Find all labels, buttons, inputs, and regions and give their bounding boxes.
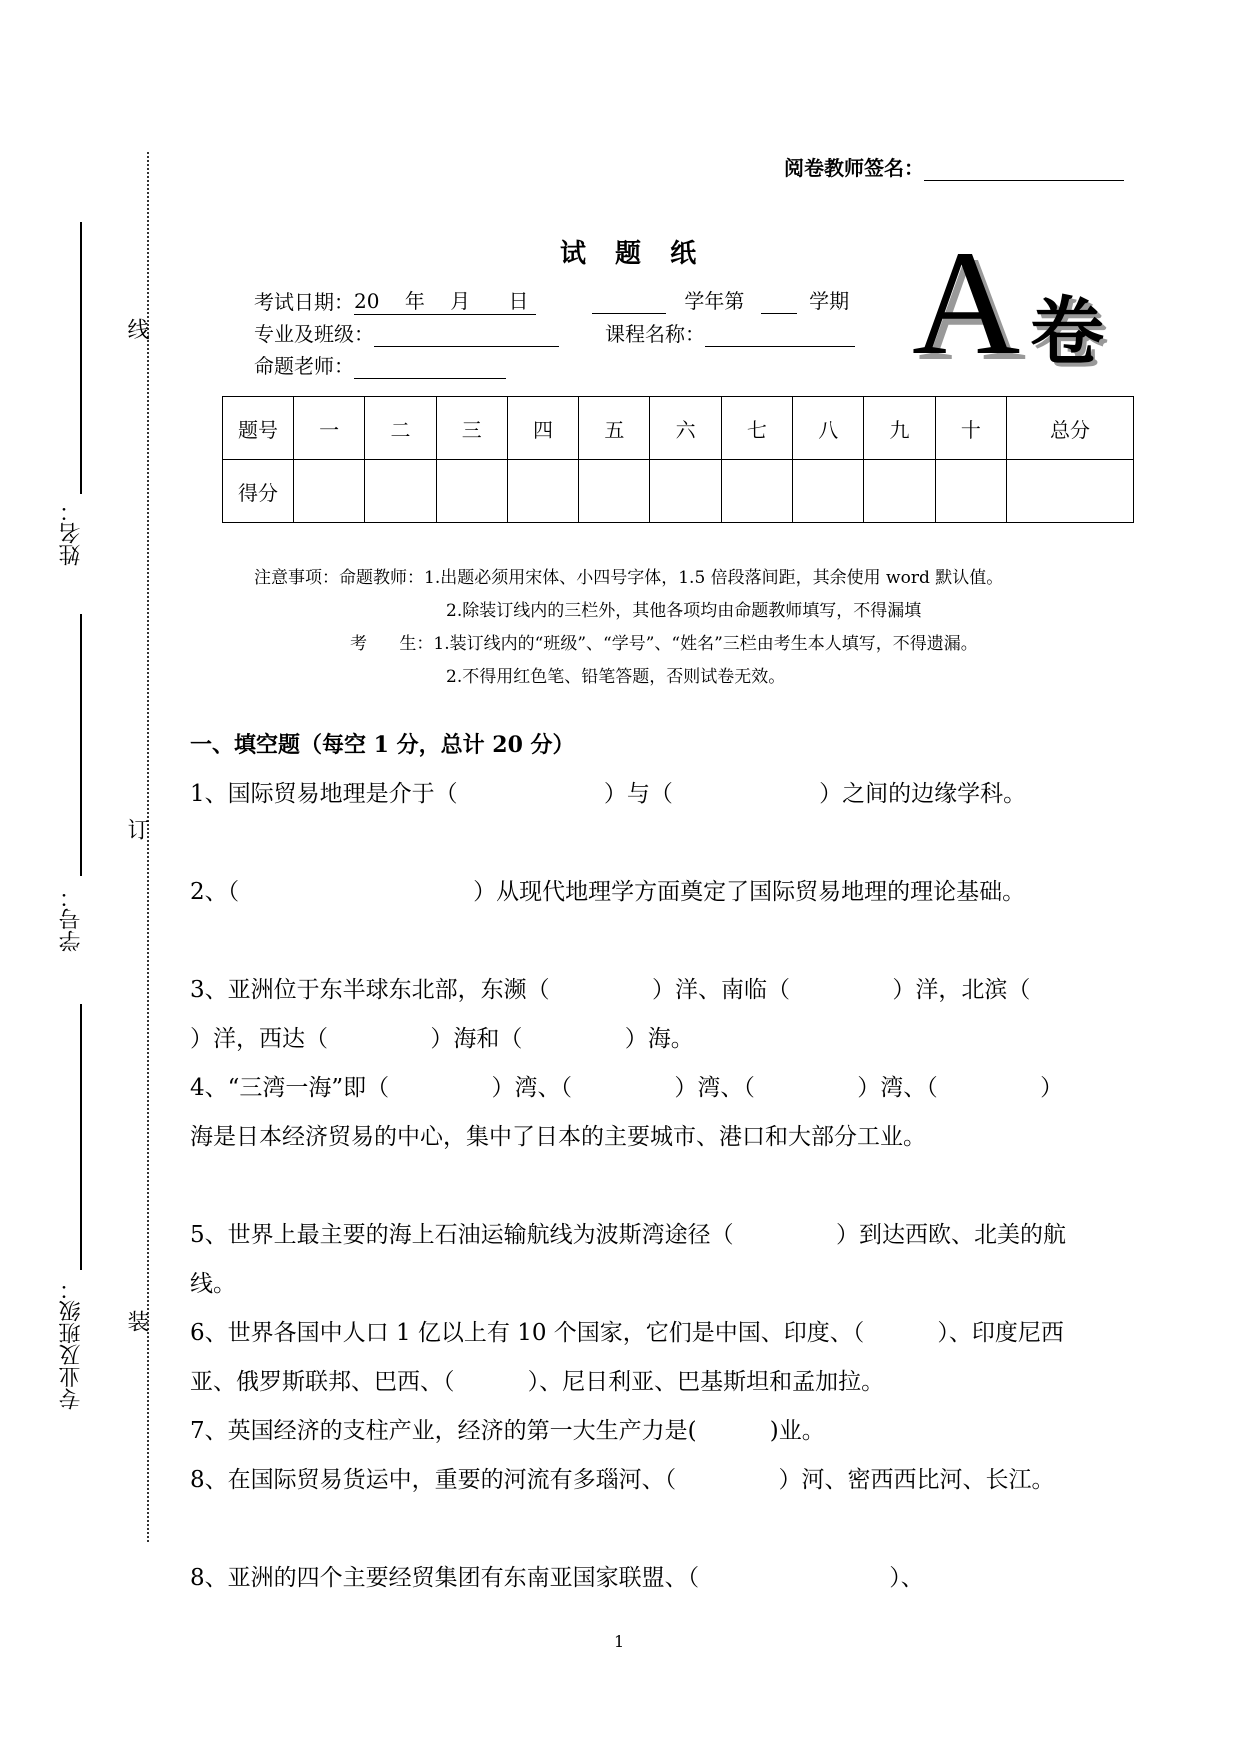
major-class bbox=[254, 318, 559, 347]
question-6: 6、世界各国中人口 1 亿以上有 10 个国家，它们是中国、印度、（ ）、印度尼西亚、俄罗斯联邦、巴西、（ ）、尼日利亚、巴基斯坦和孟加拉。 bbox=[190, 1320, 1064, 1395]
grader-signature-field[interactable] bbox=[924, 158, 1124, 181]
score-table bbox=[222, 396, 1134, 523]
score-cell[interactable] bbox=[864, 460, 935, 523]
question-8: 8、在国际贸易货运中，重要的河流有多瑙河、（ ）河、密西西比河、长江。 bbox=[190, 1467, 1055, 1493]
major-class-binding-label: 专业及班级： bbox=[59, 1278, 84, 1410]
score-cell[interactable] bbox=[365, 460, 436, 523]
page-number: 1 bbox=[614, 1632, 625, 1651]
header-cell: 题号 bbox=[223, 397, 294, 460]
student-id-fill-line[interactable] bbox=[80, 614, 82, 876]
course-name bbox=[605, 318, 855, 347]
note-line-4: 2.不得用红色笔、铅笔答题，否则试卷无效。 bbox=[446, 667, 786, 687]
note-line-3: 考 生：1.装订线内的“班级”、“学号”、“姓名”三栏由考生本人填写，不得遗漏。 bbox=[350, 634, 978, 654]
question-9: 8、亚洲的四个主要经贸集团有东南亚国家联盟、（ ）、 bbox=[190, 1565, 924, 1591]
question-4: 4、“三湾一海”即（ ）湾、（ ）湾、（ ）湾、（ ）海是日本经济贸易的中心，集中了日本的主要城市、港口和大部分工业。 bbox=[190, 1075, 1064, 1150]
paper-letter: A bbox=[912, 220, 1021, 386]
question-5: 5、世界上最主要的海上石油运输航线为波斯湾途径（ ）到达西欧、北美的航线。 bbox=[190, 1222, 1066, 1297]
question-3: 3、亚洲位于东半球东北部，东濒（ ）洋、南临（ ）洋，北滨（ ）洋，西达（ ）海和（ ）海。 bbox=[190, 977, 1133, 1052]
score-cell[interactable] bbox=[1007, 460, 1134, 523]
page-title: 试 题 纸 bbox=[560, 239, 707, 269]
header-cell: 六 bbox=[650, 397, 721, 460]
exam-date-value[interactable]: 20 年 月 日 bbox=[354, 285, 536, 315]
school-year-suffix: 学年第 bbox=[684, 289, 745, 313]
score-row-label: 得分 bbox=[223, 460, 294, 523]
student-id-label: 学号： bbox=[59, 886, 84, 952]
course-name-label: 课程名称： bbox=[605, 322, 705, 346]
header-cell: 八 bbox=[793, 397, 864, 460]
binding-zhuang-char: 装 bbox=[124, 1310, 149, 1332]
header-cell: 九 bbox=[864, 397, 935, 460]
score-cell[interactable] bbox=[294, 460, 365, 523]
major-class-fill-line[interactable] bbox=[80, 1004, 82, 1270]
major-class-label: 专业及班级： bbox=[254, 322, 374, 346]
setter bbox=[254, 350, 506, 379]
exam-date bbox=[254, 285, 536, 315]
binding-ding-char: 订 bbox=[124, 818, 149, 840]
name-label: 姓名： bbox=[59, 500, 84, 566]
school-year-field[interactable] bbox=[592, 291, 666, 314]
header-cell: 四 bbox=[507, 397, 578, 460]
question-2: 2、（ ）从现代地理学方面奠定了国际贸易地理的理论基础。 bbox=[190, 879, 1026, 905]
header-cell: 三 bbox=[436, 397, 507, 460]
header-cell: 一 bbox=[294, 397, 365, 460]
note-line-1: 注意事项：命题教师：1.出题必须用宋体、小四号字体，1.5 倍段落间距，其余使用 word 默认值。 bbox=[254, 568, 1004, 588]
setter-label: 命题老师： bbox=[254, 354, 354, 378]
header-cell: 总分 bbox=[1007, 397, 1134, 460]
header-cell: 五 bbox=[579, 397, 650, 460]
exam-date-label: 考试日期： bbox=[254, 290, 354, 314]
question-7: 7、英国经济的支柱产业，经济的第一大生产力是( )业。 bbox=[190, 1418, 825, 1444]
section-heading: 一、填空题（每空 1 分，总计 20 分） bbox=[190, 732, 575, 758]
score-cell[interactable] bbox=[721, 460, 792, 523]
score-cell[interactable] bbox=[436, 460, 507, 523]
score-table-score-row bbox=[223, 460, 1134, 523]
score-cell[interactable] bbox=[650, 460, 721, 523]
score-cell[interactable] bbox=[579, 460, 650, 523]
header-cell: 十 bbox=[935, 397, 1006, 460]
setter-field[interactable] bbox=[354, 356, 506, 379]
score-table-header-row bbox=[223, 397, 1134, 460]
binding-dotted-line bbox=[147, 152, 149, 1542]
course-name-field[interactable] bbox=[705, 324, 855, 347]
grader-signature-label: 阅卷教师签名： bbox=[784, 156, 924, 180]
semester-field[interactable] bbox=[761, 291, 797, 314]
header-cell: 七 bbox=[721, 397, 792, 460]
score-cell[interactable] bbox=[935, 460, 1006, 523]
grader-signature bbox=[784, 152, 1124, 181]
binding-line-char: 线 bbox=[124, 318, 149, 340]
score-cell[interactable] bbox=[507, 460, 578, 523]
major-class-field[interactable] bbox=[374, 324, 559, 347]
header-cell: 二 bbox=[365, 397, 436, 460]
score-cell[interactable] bbox=[793, 460, 864, 523]
note-line-2: 2.除装订线内的三栏外，其他各项均由命题教师填写，不得漏填 bbox=[446, 601, 922, 621]
question-1: 1、国际贸易地理是介于（ ）与（ ）之间的边缘学科。 bbox=[190, 781, 1027, 807]
name-fill-line[interactable] bbox=[80, 222, 82, 494]
school-year bbox=[592, 285, 849, 314]
paper-word: 卷 bbox=[1030, 289, 1104, 375]
semester-suffix: 学期 bbox=[809, 289, 850, 313]
